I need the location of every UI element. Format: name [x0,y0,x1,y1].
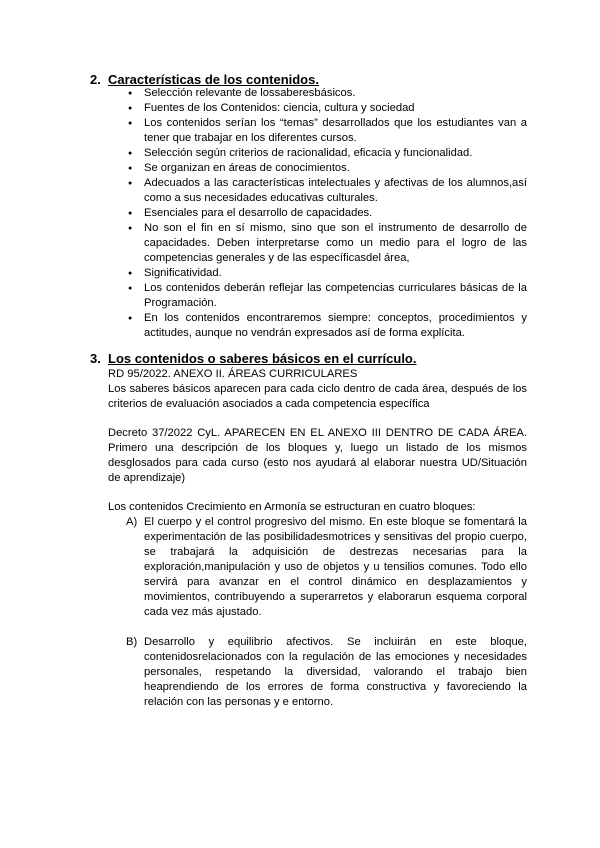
block-text: El cuerpo y el control progresivo del mismo. En este bloque se fomentará la experimentación de las posibilidadesmotrices y sensitivas del propio cuerpo, se trabajará la adquisición de destrezas necesarias para la exploración,manipulación y uso de objetos y u tensilios comunes. Todo ello servirá para avanzar en el control dinámico en desplazamientos y movimientos, contribuyendo a superarretos y elaborarun esquema corporal cada vez más ajustado. [144,516,527,618]
list-item: ● Fuentes de los Contenidos: ciencia, cultura y sociedad [128,101,527,116]
list-item: ● Selección según criterios de racionalidad, eficacia y funcionalidad. [128,146,527,161]
list-item: ● Los contenidos deberán reflejar las competencias curriculares básicas de la Programación. [128,281,527,311]
list-item: ● Los contenidos serían los “temas” desarrollados que los estudiantes van a tener que trabajar en los diferentes cursos. [128,116,527,146]
list-item: ● Se organizan en áreas de conocimientos. [128,161,527,176]
list-item: ● Significatividad. [128,266,527,281]
section-2-title: Características de los contenidos. [108,72,319,87]
list-item: ● En los contenidos encontraremos siempre: conceptos, procedimientos y actitudes, aunque no vendrán expresados así de forma explícita. [128,311,527,341]
section-2-bullet-list [128,86,527,341]
block-item-a [126,515,527,620]
rd-reference: RD 95/2022. ANEXO II. ÁREAS CURRICULARES [108,368,358,380]
section-3-heading [90,351,416,367]
decreto-paragraph: Decreto 37/2022 CyL. APARECEN EN EL ANEXO III DENTRO DE CADA ÁREA. Primero una descripción de los bloques y, luego un listado de los mismos desglosados para cada curso (esto nos ayudará al elaborar nuestra UD/Situación de aprendizaje) [108,427,527,484]
blocks-intro: Los contenidos Crecimiento en Armonía se estructuran en cuatro bloques: [108,501,476,513]
saberes-paragraph: Los saberes básicos aparecen para cada ciclo dentro de cada área, después de los criterios de evaluación asociados a cada competencia específica [108,383,527,410]
block-text: Desarrollo y equilibrio afectivos. Se incluirán en este bloque, contenidosrelacionados con la regulación de las emociones y necesidades personales, respetando la diversidad, valorando el trabajo bien heaprendiendo de los errores de forma constructiva y favoreciendo la relación con las personas y e entorno. [144,636,527,708]
section-3-number: 3. [90,351,101,366]
block-item-b [126,635,527,710]
list-item: ● Selección relevante de lossaberesbásicos. [128,86,527,101]
block-marker: A) [126,516,138,528]
section-2-number: 2. [90,72,101,87]
block-marker: B) [126,636,138,648]
blocks-list [126,515,527,710]
list-item: ● No son el fin en sí mismo, sino que son el instrumento de desarrollo de capacidades. Deben interpretarse como un medio para el logro de las competencias generales y de las específicasdel área, [128,221,527,266]
section-3-title: Los contenidos o saberes básicos en el currículo. [108,351,417,366]
list-item: ● Esenciales para el desarrollo de capacidades. [128,206,527,221]
list-item: ● Adecuados a las características intelectuales y afectivas de los alumnos,así como a sus necesidades educativas culturales. [128,176,527,206]
